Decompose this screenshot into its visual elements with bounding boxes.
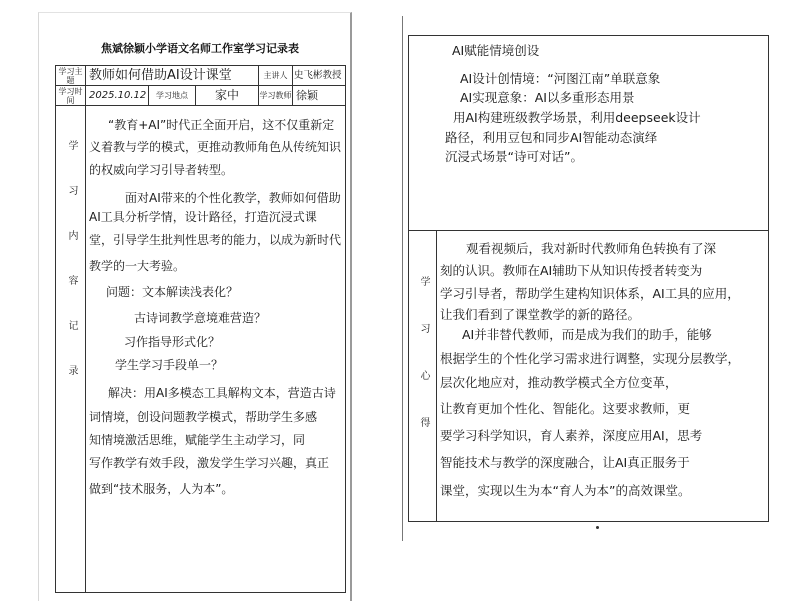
table-rule <box>408 230 768 231</box>
content-line: 用AI构建班级教学场景，利用deepseek设计 <box>453 110 701 125</box>
content-line: AI实现意象：AI以多重形态用景 <box>460 90 635 105</box>
content-line: 沉浸式场景“诗可对话”。 <box>445 149 583 164</box>
content-line: “教育+AI”时代正全面开启，这不仅重新定 <box>108 118 335 132</box>
content-line: 写作教学有效手段，激发学生学习兴趣，真正 <box>89 456 330 470</box>
content-line: 堂，引导学生批判性思考的能力，以成为新时代 <box>89 233 342 247</box>
content-line: 习作指导形式化？ <box>124 335 221 349</box>
reflection-line: 让教育更加个性化、智能化。这要求教师，更 <box>440 401 691 416</box>
table-rule <box>85 65 86 592</box>
reflection-line: 观看视频后，我对新时代教师角色转换有了深 <box>466 241 717 256</box>
table-rule <box>292 65 293 105</box>
content-line: 做到“技术服务，人为本”。 <box>89 482 234 496</box>
reflection-line: 刻的认识。教师在AI辅助下从知识传授者转变为 <box>440 263 703 278</box>
content-line: 问题：文本解读浅表化？ <box>106 285 239 299</box>
reflection-line: 层次化地应对，推动教学模式全方位变革， <box>440 375 678 390</box>
content-line: 义着教与学的模式，更推动教师角色从传统知识 <box>89 140 342 154</box>
reflection-line: 课堂，实现以生为本“育人为本”的高效课堂。 <box>440 483 691 498</box>
content-line: 学生学习手段单一？ <box>115 358 224 372</box>
content-line: AI赋能情境创设 <box>452 43 540 58</box>
reflection-line: 根据学生的个性化学习需求进行调整，实现分层教学， <box>440 351 741 366</box>
content-line: 知情境激活思维，赋能学生主动学习，同 <box>89 433 306 447</box>
scan-mark <box>596 526 599 529</box>
place-value: 家中 <box>214 88 239 102</box>
form-title: 焦斌徐颖小学语文名师工作室学习记录表 <box>101 42 299 55</box>
time-value: 2025.10.12 <box>89 90 147 101</box>
topic-value: 教师如何借助AI设计课堂 <box>89 68 232 83</box>
content-line: 教学的一大考验。 <box>89 259 186 273</box>
place-label: 学习地点 <box>156 91 188 100</box>
content-record-label: 学习内容记录 <box>66 140 77 410</box>
teacher-value: 徐颖 <box>296 89 318 102</box>
reflection-line: AI并非替代教师，而是成为我们的助手，能够 <box>462 327 712 342</box>
table-rule <box>55 105 345 106</box>
topic-label: 学习主题 <box>58 66 83 85</box>
speaker-value: 史飞彬教授 <box>294 70 342 81</box>
reflection-line: 智能技术与教学的深度融合，让AI真正服务于 <box>440 455 690 470</box>
table-rule <box>55 85 345 86</box>
reflection-line: 要学习科学知识，育人素养，深度应用AI，思考 <box>440 428 703 443</box>
content-line: 路径，利用豆包和同步AI智能动态演绎 <box>445 130 658 145</box>
content-line: AI工具分析学情，设计路径，打造沉浸式课 <box>89 210 317 224</box>
content-line: AI设计创情境：“河图江南”单联意象 <box>460 71 661 86</box>
reflection-label: 学习心得 <box>418 276 429 464</box>
speaker-label: 主讲人 <box>263 71 288 80</box>
content-line: 面对AI带来的个性化教学，教师如何借助 <box>125 191 341 205</box>
content-line: 解决：用AI多模态工具解构文本，营造古诗 <box>108 386 336 400</box>
table-rule <box>436 230 437 521</box>
content-line: 的权威向学习引导者转型。 <box>89 163 234 177</box>
reflection-line: 让我们看到了课堂教学的新的路径。 <box>440 307 641 322</box>
time-label: 学习时间 <box>58 86 83 105</box>
content-line: 词情境，创设问题教学模式，帮助学生多感 <box>89 410 318 424</box>
content-line: 古诗词教学意境难营造？ <box>134 311 267 325</box>
reflection-line: 学习引导者，帮助学生建构知识体系，AI工具的应用， <box>440 286 740 301</box>
teacher-label: 学习教师 <box>259 91 292 100</box>
